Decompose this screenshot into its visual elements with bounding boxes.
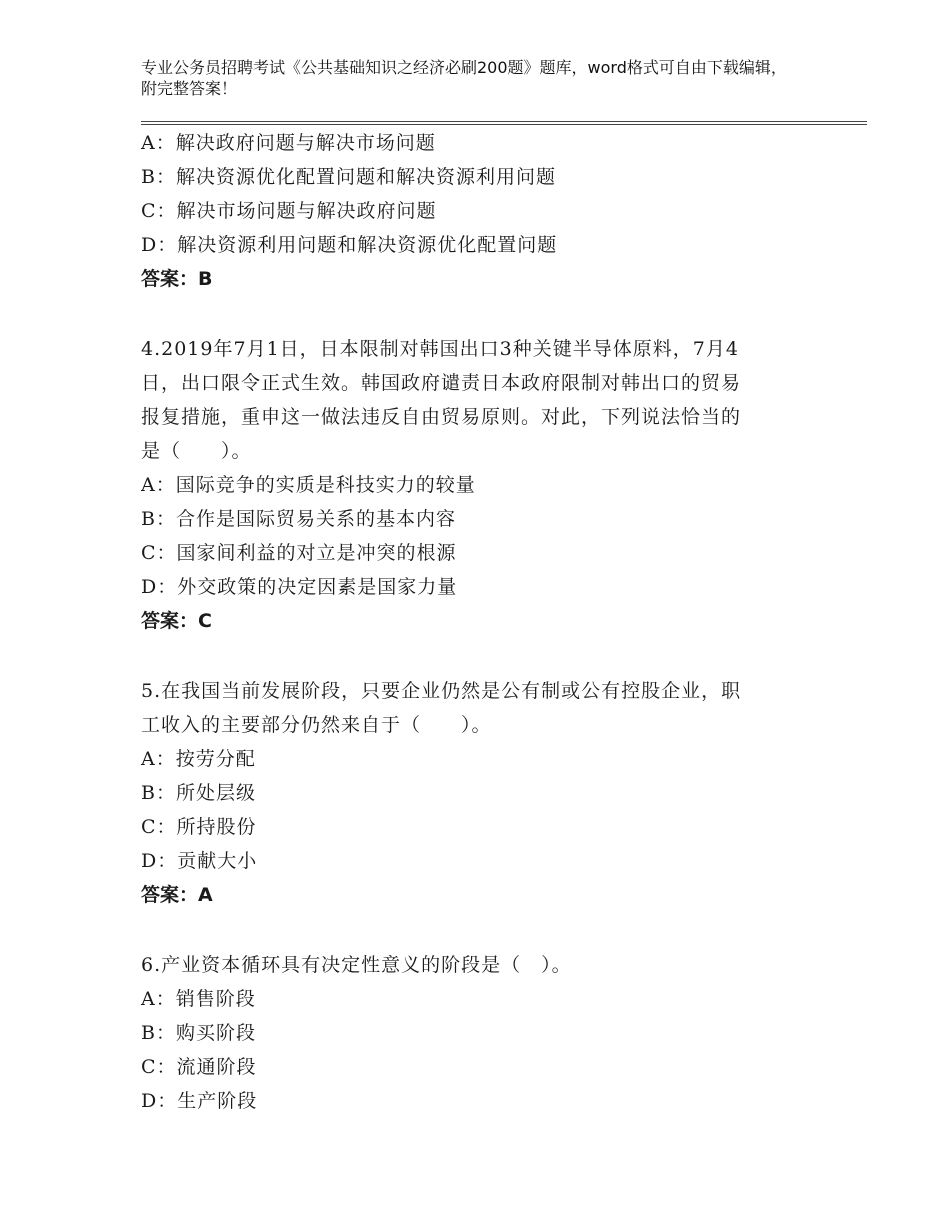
question-6 bbox=[141, 948, 821, 1118]
option-c: C：国家间利益的对立是冲突的根源 bbox=[141, 542, 457, 564]
answer: 答案：A bbox=[141, 884, 213, 906]
option-b: B：所处层级 bbox=[141, 782, 256, 804]
question-stem-line: 是（ ）。 bbox=[141, 440, 252, 462]
option-a: A：解决政府问题与解决市场问题 bbox=[141, 132, 436, 154]
header-rule-top bbox=[141, 121, 867, 122]
option-b: B：购买阶段 bbox=[141, 1022, 256, 1044]
document-header: 专业公务员招聘考试《公共基础知识之经济必刷200题》题库，word格式可自由下载编辑，附完整答案！ bbox=[141, 58, 787, 98]
option-d: D：生产阶段 bbox=[141, 1090, 258, 1112]
question-5 bbox=[141, 674, 821, 912]
option-b: B：解决资源优化配置问题和解决资源利用问题 bbox=[141, 166, 556, 188]
option-c: C：解决市场问题与解决政府问题 bbox=[141, 200, 437, 222]
option-a: A：按劳分配 bbox=[141, 748, 256, 770]
question-stem-line: 日，出口限令正式生效。韩国政府谴责日本政府限制对韩出口的贸易 bbox=[141, 372, 742, 394]
question-3 bbox=[141, 126, 821, 296]
option-d: D：外交政策的决定因素是国家力量 bbox=[141, 576, 458, 598]
option-b: B：合作是国际贸易关系的基本内容 bbox=[141, 508, 456, 530]
question-stem-line: 6.产业资本循环具有决定性意义的阶段是（ ）。 bbox=[141, 954, 572, 976]
option-c: C：所持股份 bbox=[141, 816, 257, 838]
option-d: D：解决资源利用问题和解决资源优化配置问题 bbox=[141, 234, 558, 256]
answer: 答案：C bbox=[141, 610, 212, 632]
question-stem-line: 4.2019年7月1日，日本限制对韩国出口3种关键半导体原料，7月4 bbox=[141, 338, 739, 360]
option-d: D：贡献大小 bbox=[141, 850, 258, 872]
header-rule-bottom bbox=[141, 124, 867, 125]
option-a: A：销售阶段 bbox=[141, 988, 256, 1010]
question-stem-line: 报复措施，重申这一做法违反自由贸易原则。对此，下列说法恰当的 bbox=[141, 406, 742, 428]
question-stem-line: 工收入的主要部分仍然来自于（ ）。 bbox=[141, 714, 492, 736]
option-c: C：流通阶段 bbox=[141, 1056, 257, 1078]
answer: 答案：B bbox=[141, 268, 213, 290]
option-a: A：国际竞争的实质是科技实力的较量 bbox=[141, 474, 476, 496]
question-4 bbox=[141, 332, 821, 638]
question-stem-line: 5.在我国当前发展阶段，只要企业仍然是公有制或公有控股企业，职 bbox=[141, 680, 742, 702]
